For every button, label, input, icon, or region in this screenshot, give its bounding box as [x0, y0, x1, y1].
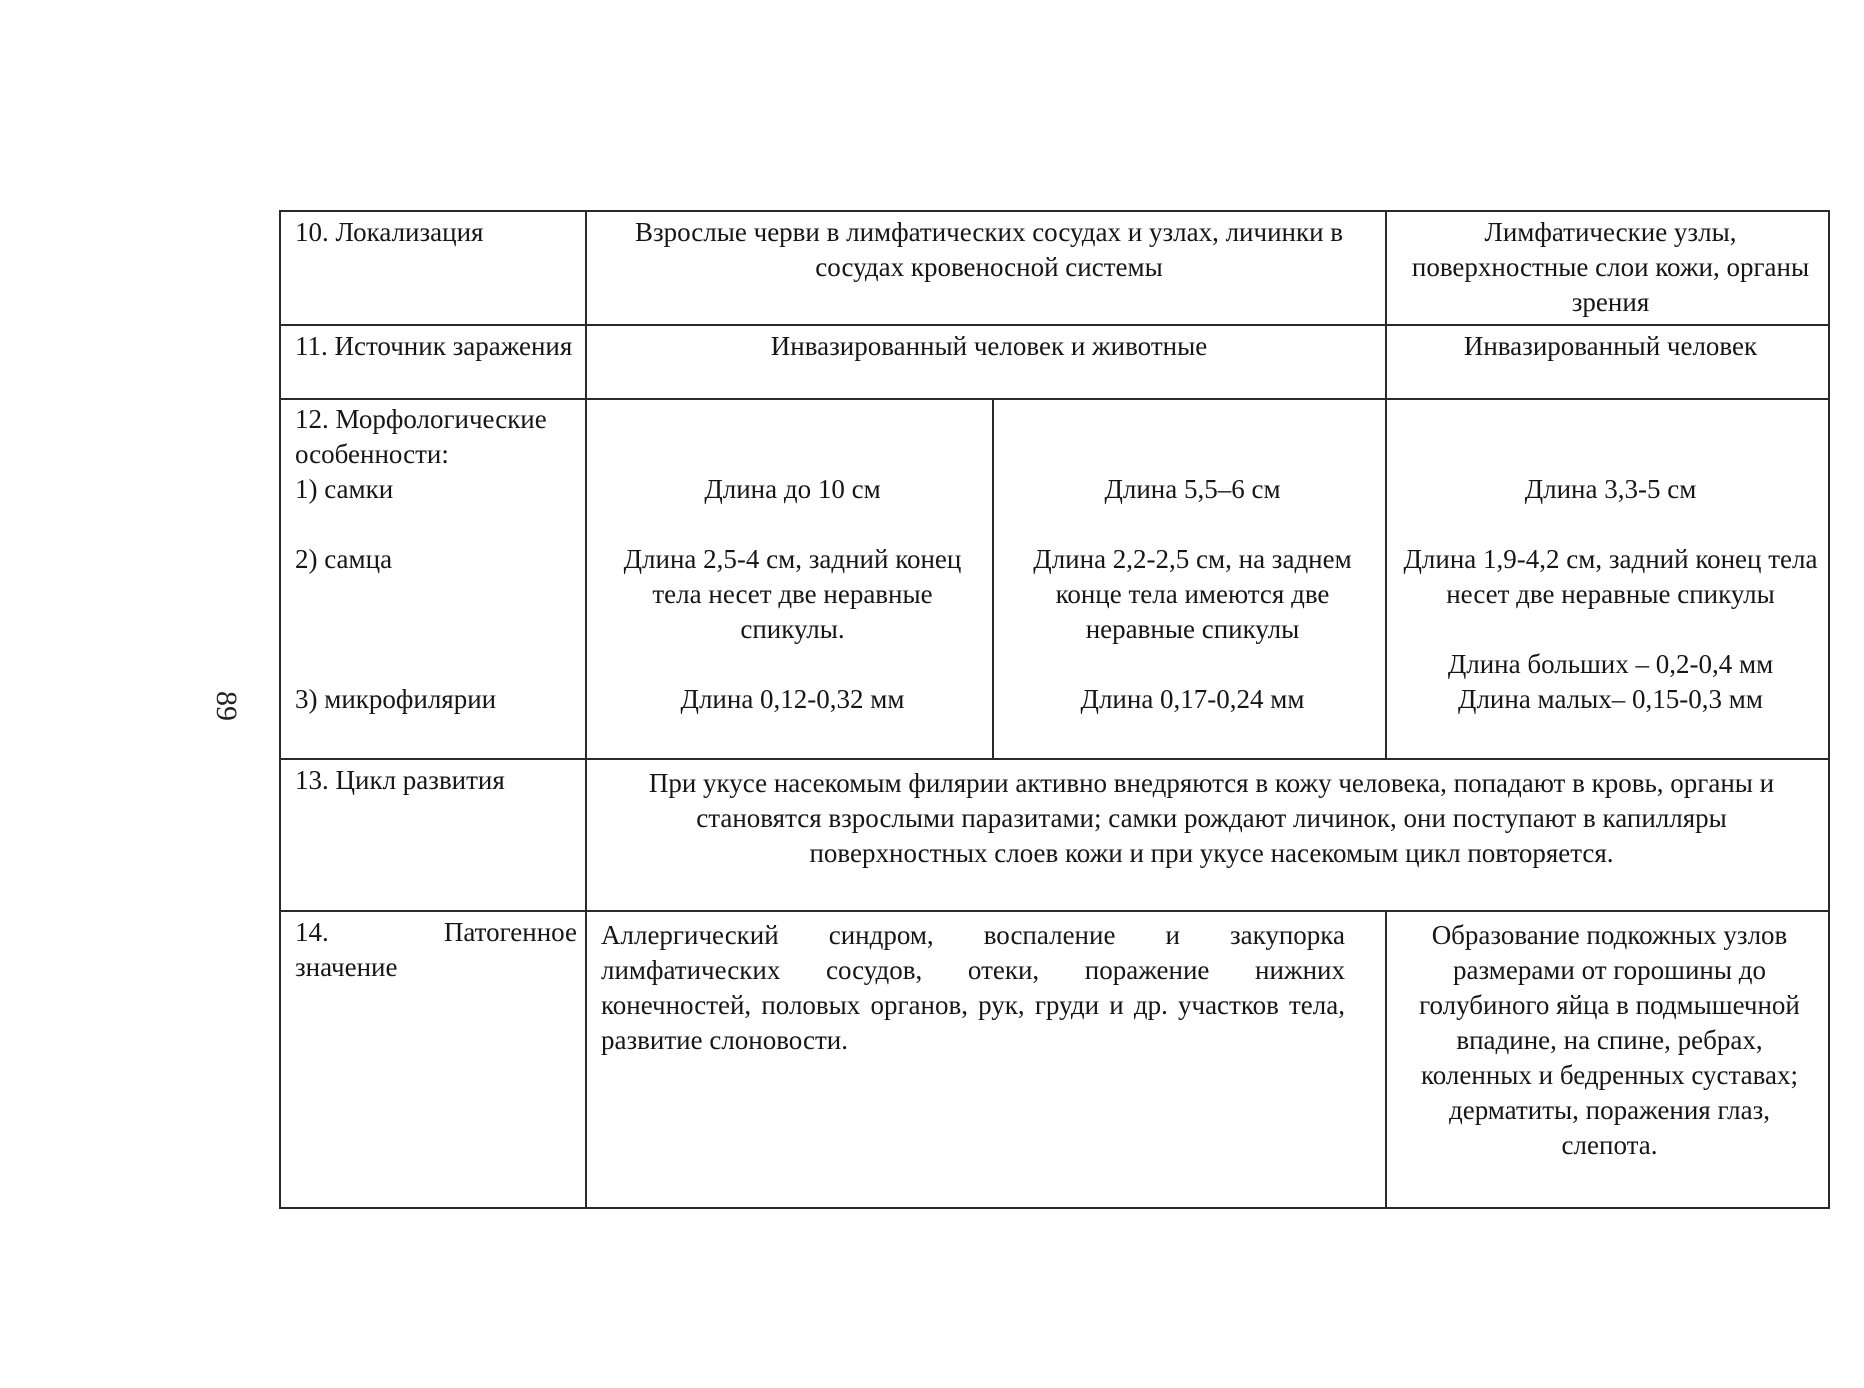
- spacer: [601, 507, 984, 542]
- table-row-morphology: [280, 399, 1829, 759]
- spacer: [1008, 507, 1377, 542]
- row-label-life-cycle: 13. Цикл развития: [280, 759, 586, 911]
- row-label-infection-source: 11. Источник заражения: [280, 325, 586, 399]
- col2-microfilariae: Длина 0,17-0,24 мм: [1080, 684, 1305, 714]
- localization-filariae: Взрослые черви в лимфатических сосудах и узлах, личинки в сосудах кровеносной системы: [586, 211, 1386, 325]
- table-row-localization: [280, 211, 1829, 325]
- label-females: 1) самки: [295, 474, 394, 504]
- spacer: [1401, 612, 1820, 647]
- page-number: 89: [210, 691, 243, 721]
- table-row-life-cycle: [280, 759, 1829, 911]
- spacer: [295, 507, 577, 542]
- morphology-col-1: [586, 399, 993, 759]
- morphology-col-3: [1386, 399, 1829, 759]
- col2-females: Длина 5,5–6 см: [1104, 474, 1281, 504]
- infection-source-onchocerca: Инвазированный человек: [1386, 325, 1829, 399]
- col1-microfilariae: Длина 0,12-0,32 мм: [680, 684, 905, 714]
- spacer: [295, 647, 577, 682]
- spacer: [1008, 402, 1377, 472]
- col3-males: Длина 1,9-4,2 см, задний конец тела несет две неравные спикулы: [1403, 544, 1818, 609]
- col3-microfilariae-small: Длина малых– 0,15-0,3 мм: [1458, 684, 1763, 714]
- life-cycle-text: При укусе насекомым филярии активно внедряются в кожу человека, попадают в кровь, органы и становятся взрослыми паразитами; самки рождают личинок, они поступают в капилляры поверхностных слоев кожи и при укусе насекомым цикл повторяется.: [586, 759, 1829, 911]
- spacer: [601, 647, 984, 682]
- spacer: [1401, 507, 1820, 542]
- filariasis-comparison-table: [279, 210, 1830, 1209]
- infection-source-filariae: Инвазированный человек и животные: [586, 325, 1386, 399]
- pathogenic-significance-onchocerca: Образование подкожных узлов размерами от горошины до голубиного яйца в подмышечной впадине, на спине, ребрах, коленных и бедренных суставах; дерматиты, поражения глаз, слепота.: [1386, 911, 1829, 1208]
- row-label-localization: 10. Локализация: [280, 211, 586, 325]
- table-row-pathogenic-significance: [280, 911, 1829, 1208]
- spacer: [601, 402, 984, 472]
- pathogenic-significance-filariae: Аллергический синдром, воспаление и закупорка лимфатических сосудов, отеки, поражение нижних конечностей, половых органов, рук, груди и др. участков тела, развитие слоновости.: [586, 911, 1386, 1208]
- spacer: [1401, 402, 1820, 472]
- col3-females: Длина 3,3-5 см: [1524, 474, 1697, 504]
- table-row-infection-source: [280, 325, 1829, 399]
- col2-males: Длина 2,2-2,5 см, на заднем конце тела имеются две неравные спикулы: [1033, 544, 1352, 644]
- localization-onchocerca: Лимфатические узлы, поверхностные слои кожи, органы зрения: [1386, 211, 1829, 325]
- morphology-title: 12. Морфологические особенности:: [295, 404, 547, 469]
- label-microfilariae: 3) микрофилярии: [295, 684, 497, 714]
- spacer: [295, 577, 577, 612]
- col1-males: Длина 2,5-4 см, задний конец тела несет две неравные спикулы.: [623, 544, 962, 644]
- label-males: 2) самца: [295, 544, 393, 574]
- spacer: [1008, 647, 1377, 682]
- col1-females: Длина до 10 см: [704, 474, 881, 504]
- row-label-pathogenic-significance: 14. Патогенное значение: [280, 911, 586, 1208]
- col3-microfilariae-large: Длина больших – 0,2-0,4 мм: [1447, 649, 1774, 679]
- spacer: [295, 612, 577, 647]
- row-label-morphology: [280, 399, 586, 759]
- morphology-col-2: [993, 399, 1386, 759]
